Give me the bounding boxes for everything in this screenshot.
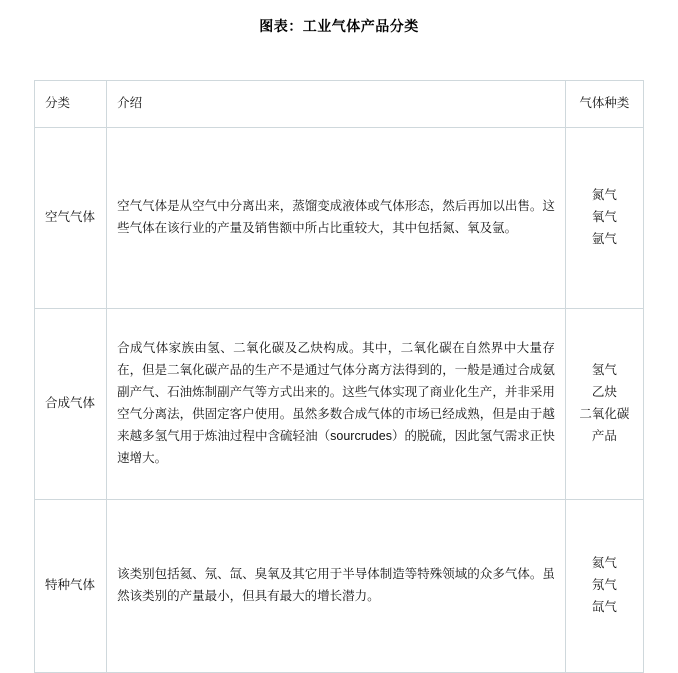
gas-type-item: 乙炔 [591,385,617,400]
gas-type-item: 氮气 [591,188,617,203]
table-header [35,81,644,128]
page-title: 图表：工业气体产品分类 [259,18,419,34]
gas-type-item: 氖气 [591,578,617,593]
row-category: 空气气体 [35,128,107,309]
header-category: 分类 [35,81,107,128]
row-gas-types [565,309,643,500]
gas-type-item: 氩气 [591,231,617,246]
table-body [35,128,644,673]
gas-type-item: 氦气 [591,556,617,571]
header-description: 介绍 [107,81,566,128]
row-category: 合成气体 [35,309,107,500]
row-description: 合成气体家族由氢、二氧化碳及乙炔构成。其中，二氧化碳在自然界中大量存在，但是二氧化碳产品的生产不是通过气体分离方法得到的，一般是通过合成氨副产气、石油炼制副产气等方式出来的。这些气体实现了商业化生产，并非采用空气分离法，供固定客户使用。虽然多数合成气体的市场已经成熟，但是由于越来越多氢气用于炼油过程中含硫轻油（sourcrudes）的脱硫，因此氢气需求正快速增大。 [107,309,566,500]
row-description: 该类别包括氦、氖、氙、臭氧及其它用于半导体制造等特殊领域的众多气体。虽然该类别的产量最小，但具有最大的增长潜力。 [107,500,566,673]
row-category: 特种气体 [35,500,107,673]
table-row [35,500,644,673]
table-header-row [35,81,644,128]
gas-type-item: 二氧化碳产品 [579,407,630,443]
gas-type-item: 氧气 [591,210,617,225]
table-row [35,128,644,309]
gas-type-item: 氙气 [591,599,617,614]
row-gas-types [565,128,643,309]
gas-type-item: 氢气 [591,363,617,378]
header-gas-types: 气体种类 [565,81,643,128]
row-description: 空气气体是从空气中分离出来，蒸馏变成液体或气体形态，然后再加以出售。这些气体在该行业的产量及销售额中所占比重较大，其中包括氮、氧及氩。 [107,128,566,309]
gas-product-classification-table [34,80,644,673]
row-gas-types [565,500,643,673]
table-row [35,309,644,500]
